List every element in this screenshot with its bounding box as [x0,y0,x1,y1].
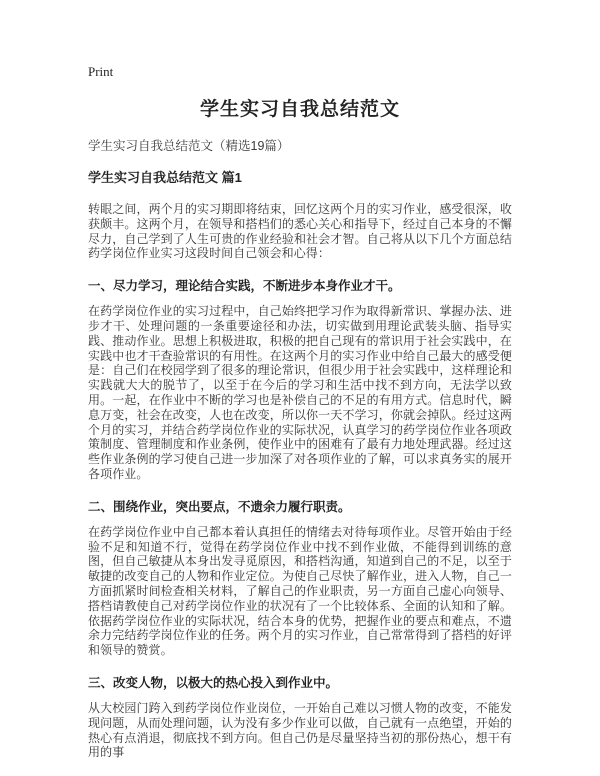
paragraph-intro: 转眼之间，两个月的实习期即将结束，回忆这两个月的实习作业，感受很深，收获颇丰。这两个月，在领导和搭档们的悉心关心和指导下，经过自己本身的不懈尽力，自己学到了人生可贵的作业经验和社会才智。自己将从以下几个方面总结药学岗位作业实习这段时间自己领会和心得： [88,202,512,261]
section-heading-3: 三、改变人物，以极大的热心投入到作业中。 [88,675,339,690]
paragraph-section-1: 在药学岗位作业的实习过程中，自己始终把学习作为取得新常识、掌握办法、进步才干、处理问题的一条重要途径和办法，切实做到用理论武装头脑、指导实践、推动作业。思想上积极进取，积极的把自己现有的常识用于社会实践中，在实践中也才干查验常识的有用性。在这两个月的实习作业中给自己最大的感受便是：自己们在校园学到了很多的理论常识，但很少用于社会实践中，这样理论和实践就大大的脱节了，以至于在今后的学习和生活中找不到方向，无法学以致用。一起，在作业中不断的学习也是补偿自己的不足的有用方式。信息时代，瞬息万变，社会在改变，人也在改变，所以你一天不学习，你就会掉队。经过这两个月的实习，并结合药学岗位作业的实际状况，认真学习的药学岗位作业各项政策制度、管理制度和作业条例，使作业中的困难有了最有力地处理武器。经过这些作业条例的学习使自己进一步加深了对各项作业的了解，可以求真务实的展开各项作业。 [88,304,512,481]
section-heading-2: 二、围绕作业，突出要点，不遗余力履行职责。 [88,499,351,514]
article-title: 学生实习自我总结范文 [199,99,400,120]
print-button[interactable]: Print [88,64,114,79]
article-subtitle: 学生实习自我总结范文（精选19篇） [88,139,290,153]
article [88,94,512,773]
paragraph-section-2: 在药学岗位作业中自己都本着认真担任的情绪去对待每项作业。尽管开始由于经验不足和知道不行，觉得在药学岗位作业中找不到作业做，不能得到训练的意图，但自己敏捷从本身出发寻觅原因，和搭档沟通，知道到自己的不足，以至于敏捷的改变自己的人物和作业定位。为使自己尽快了解作业，进入人物，自己一方面抓紧时间检查相关材料，了解自己的作业职责，另一方面自己虚心向领导、搭档请教使自己对药学岗位作业的状况有了一个比较体系、全面的认知和了解。依据药学岗位作业的实际状况，结合本身的优势，把握作业的要点和难点，不遗余力完结药学岗位作业的任务。两个月的实习作业，自己常常得到了搭档的好评和领导的赞赏。 [88,524,512,658]
section-heading-part1: 学生实习自我总结范文 篇1 [88,170,242,185]
paragraph-section-3: 从大校园门跨入到药学岗位作业岗位，一开始自己难以习惯人物的改变，不能发现问题，从而处理问题，认为没有多少作业可以做，自己就有一点绝望，开始的热心有点消退，彻底找不到方向。但自己仍是尽量坚持当初的那份热心，想干有用的事 [88,700,512,760]
section-heading-1: 一、尽力学习，理论结合实践，不断进步本身作业才干。 [88,279,401,294]
